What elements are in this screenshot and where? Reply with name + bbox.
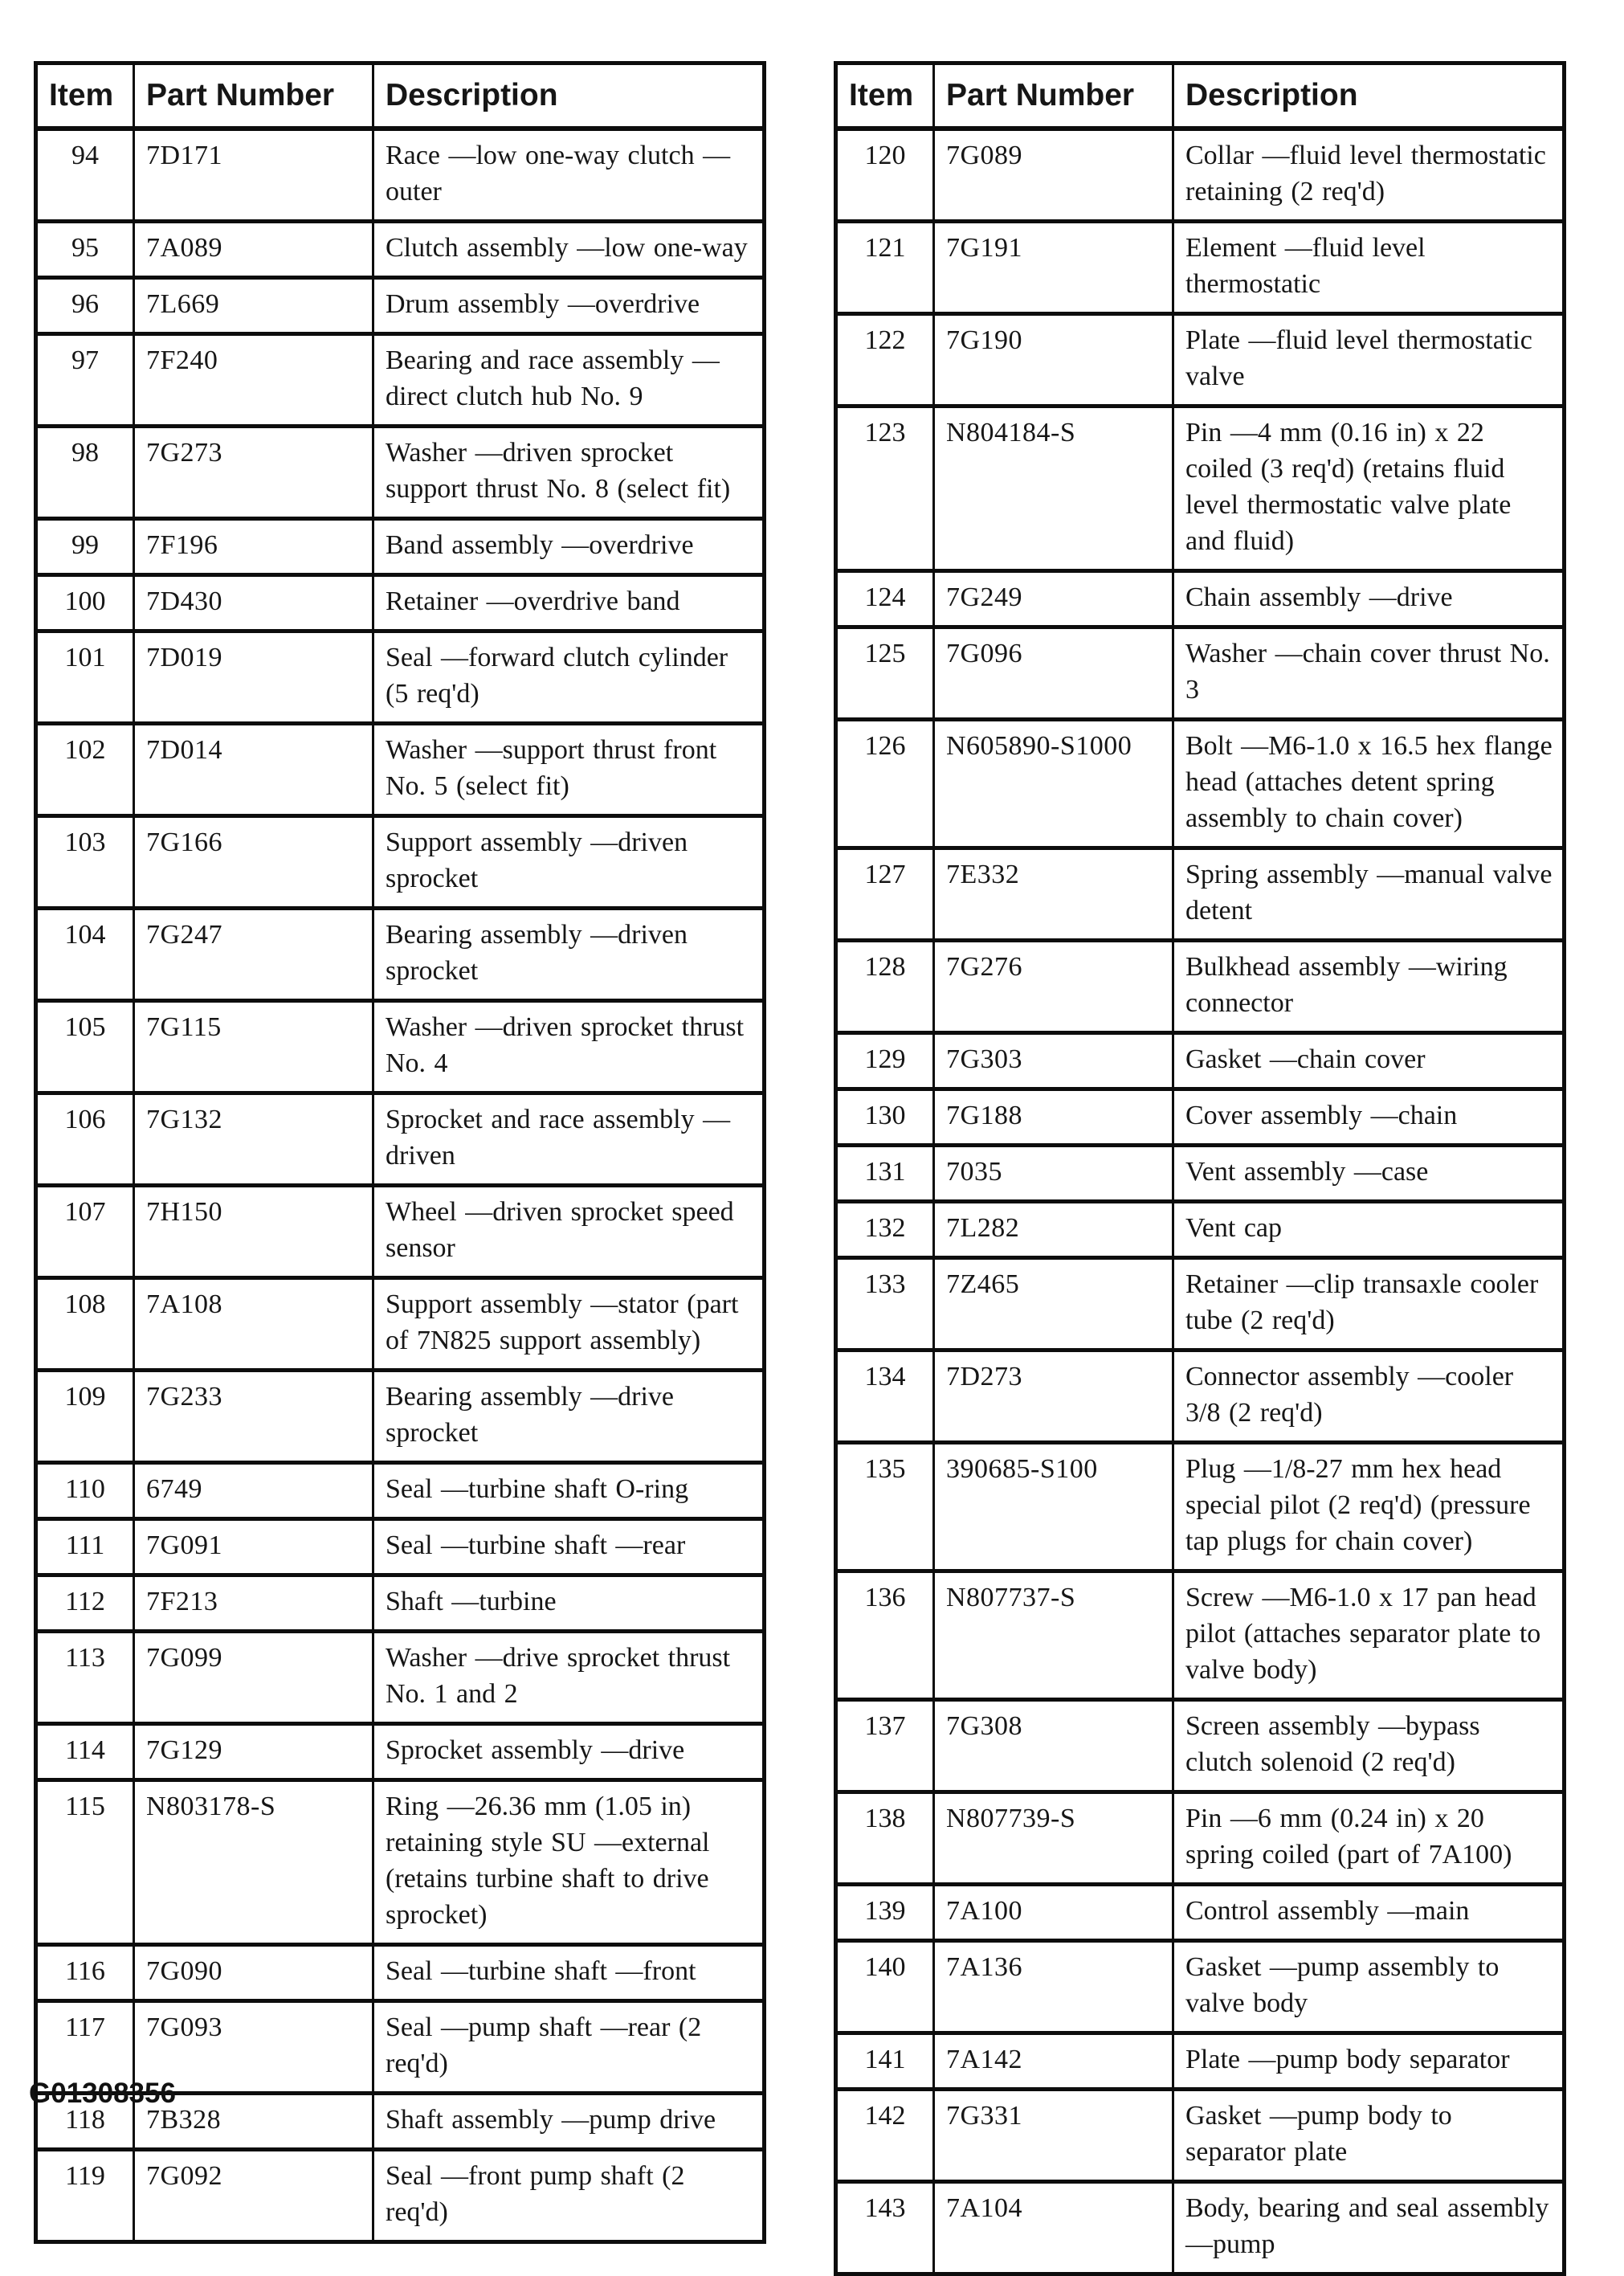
figure-id-label: G01308356 [29, 2078, 176, 2109]
cell-item: 103 [36, 816, 134, 909]
cell-description: Seal —turbine shaft —front [373, 1945, 765, 2001]
cell-part-number: 7D014 [134, 724, 373, 816]
cell-part-number: 7A142 [934, 2033, 1173, 2090]
cell-part-number: 390685-S100 [934, 1443, 1173, 1571]
cell-part-number: 7G308 [934, 1700, 1173, 1792]
right-table-header [836, 63, 1565, 129]
cell-item: 141 [836, 2033, 934, 2090]
cell-part-number: 7G089 [934, 129, 1173, 222]
cell-item: 119 [36, 2150, 134, 2242]
cell-part-number: 7G303 [934, 1033, 1173, 1089]
cell-part-number: 7A089 [134, 222, 373, 278]
table-row [36, 129, 765, 222]
cell-part-number: 7H150 [134, 1186, 373, 1278]
cell-part-number: 7A104 [934, 2182, 1173, 2274]
table-row [36, 1278, 765, 1371]
cell-description: Support assembly —stator (part of 7N825 support assembly) [373, 1278, 765, 1371]
cell-part-number: N804184-S [934, 407, 1173, 571]
cell-item: 123 [836, 407, 934, 571]
table-row [36, 1186, 765, 1278]
cell-item: 98 [36, 427, 134, 519]
table-row [36, 631, 765, 724]
column-header-description: Description [373, 63, 765, 129]
table-row [836, 1443, 1565, 1571]
cell-part-number: N605890-S1000 [934, 720, 1173, 848]
table-row [836, 1258, 1565, 1350]
cell-description: Support assembly —driven sprocket [373, 816, 765, 909]
table-row [36, 1724, 765, 1780]
cell-description: Drum assembly —overdrive [373, 278, 765, 334]
table-row [36, 909, 765, 1001]
cell-item: 97 [36, 334, 134, 427]
cell-description: Ring —26.36 mm (1.05 in) retaining style SU —external (retains turbine shaft to drive sprocket) [373, 1780, 765, 1945]
cell-item: 131 [836, 1146, 934, 1202]
column-header-item: Item [836, 63, 934, 129]
table-row [836, 1033, 1565, 1089]
cell-item: 100 [36, 575, 134, 631]
cell-item: 105 [36, 1001, 134, 1093]
cell-item: 115 [36, 1780, 134, 1945]
cell-description: Bearing assembly —driven sprocket [373, 909, 765, 1001]
cell-part-number: 7G247 [134, 909, 373, 1001]
cell-part-number: 7G273 [134, 427, 373, 519]
cell-part-number: 7F213 [134, 1575, 373, 1632]
cell-part-number: 7G190 [934, 314, 1173, 407]
table-row [836, 848, 1565, 941]
table-row [36, 724, 765, 816]
cell-description: Washer —support thrust front No. 5 (select fit) [373, 724, 765, 816]
cell-description: Bearing and race assembly — direct clutch hub No. 9 [373, 334, 765, 427]
table-row [36, 427, 765, 519]
cell-description: Band assembly —overdrive [373, 519, 765, 575]
cell-part-number: 7035 [934, 1146, 1173, 1202]
cell-part-number: 7F240 [134, 334, 373, 427]
cell-item: 128 [836, 941, 934, 1033]
table-row [36, 1463, 765, 1519]
table-row [836, 407, 1565, 571]
header-row [36, 63, 765, 129]
table-row [36, 334, 765, 427]
cell-description: Washer —drive sprocket thrust No. 1 and 2 [373, 1632, 765, 1724]
table-row [836, 1700, 1565, 1792]
cell-description: Bolt —M6-1.0 x 16.5 hex flange head (attaches detent spring assembly to chain cover) [1173, 720, 1565, 848]
table-row [836, 1089, 1565, 1146]
cell-part-number: 7E332 [934, 848, 1173, 941]
cell-item: 117 [36, 2001, 134, 2094]
cell-description: Control assembly —main [1173, 1885, 1565, 1941]
cell-description: Seal —forward clutch cylinder (5 req'd) [373, 631, 765, 724]
cell-description: Sprocket and race assembly —driven [373, 1093, 765, 1186]
cell-part-number: 7G090 [134, 1945, 373, 2001]
cell-part-number: 7G091 [134, 1519, 373, 1575]
cell-part-number: 7G115 [134, 1001, 373, 1093]
cell-part-number: 7G166 [134, 816, 373, 909]
cell-description: Plug —1/8-27 mm hex head special pilot (2 req'd) (pressure tap plugs for chain cover) [1173, 1443, 1565, 1571]
cell-item: 142 [836, 2090, 934, 2182]
cell-description: Bearing assembly —drive sprocket [373, 1371, 765, 1463]
cell-description: Gasket —chain cover [1173, 1033, 1565, 1089]
cell-description: Seal —turbine shaft —rear [373, 1519, 765, 1575]
table-row [36, 1371, 765, 1463]
table-row [36, 816, 765, 909]
cell-item: 118 [36, 2094, 134, 2150]
column-header-part-number: Part Number [934, 63, 1173, 129]
cell-part-number: N807739-S [934, 1792, 1173, 1885]
table-row [836, 1792, 1565, 1885]
cell-description: Shaft —turbine [373, 1575, 765, 1632]
cell-part-number: 7D430 [134, 575, 373, 631]
table-row [836, 2182, 1565, 2274]
cell-item: 136 [836, 1571, 934, 1700]
cell-part-number: 7G099 [134, 1632, 373, 1724]
table-row [836, 1941, 1565, 2033]
cell-description: Vent cap [1173, 1202, 1565, 1258]
cell-description: Screw —M6-1.0 x 17 pan head pilot (attaches separator plate to valve body) [1173, 1571, 1565, 1700]
cell-description: Plate —pump body separator [1173, 2033, 1565, 2090]
table-row [36, 1632, 765, 1724]
cell-part-number: 7G132 [134, 1093, 373, 1186]
cell-item: 102 [36, 724, 134, 816]
cell-item: 127 [836, 848, 934, 941]
cell-description: Element —fluid level thermostatic [1173, 222, 1565, 314]
cell-description: Retainer —overdrive band [373, 575, 765, 631]
cell-item: 135 [836, 1443, 934, 1571]
column-header-item: Item [36, 63, 134, 129]
cell-description: Vent assembly —case [1173, 1146, 1565, 1202]
table-row [36, 1519, 765, 1575]
cell-description: Collar —fluid level thermostatic retaining (2 req'd) [1173, 129, 1565, 222]
table-row [836, 941, 1565, 1033]
table-row [836, 129, 1565, 222]
cell-description: Connector assembly —cooler 3/8 (2 req'd) [1173, 1350, 1565, 1443]
cell-item: 126 [836, 720, 934, 848]
cell-part-number: 7D171 [134, 129, 373, 222]
cell-item: 99 [36, 519, 134, 575]
cell-part-number: 7G096 [934, 627, 1173, 720]
cell-description: Gasket —pump assembly to valve body [1173, 1941, 1565, 2033]
table-row [36, 278, 765, 334]
cell-item: 134 [836, 1350, 934, 1443]
table-row [36, 2150, 765, 2242]
cell-description: Screen assembly —bypass clutch solenoid (2 req'd) [1173, 1700, 1565, 1792]
cell-item: 122 [836, 314, 934, 407]
cell-description: Seal —turbine shaft O-ring [373, 1463, 765, 1519]
cell-description: Sprocket assembly —drive [373, 1724, 765, 1780]
cell-part-number: 7A108 [134, 1278, 373, 1371]
cell-item: 129 [836, 1033, 934, 1089]
cell-part-number: 7D019 [134, 631, 373, 724]
cell-description: Retainer —clip transaxle cooler tube (2 req'd) [1173, 1258, 1565, 1350]
cell-description: Shaft assembly —pump drive [373, 2094, 765, 2150]
table-row [836, 627, 1565, 720]
table-row [36, 575, 765, 631]
cell-description: Bulkhead assembly —wiring connector [1173, 941, 1565, 1033]
column-header-part-number: Part Number [134, 63, 373, 129]
cell-part-number: 7F196 [134, 519, 373, 575]
cell-item: 121 [836, 222, 934, 314]
cell-description: Seal —pump shaft —rear (2 req'd) [373, 2001, 765, 2094]
table-row [36, 1093, 765, 1186]
cell-part-number: 7G331 [934, 2090, 1173, 2182]
cell-part-number: 7A136 [934, 1941, 1173, 2033]
cell-description: Plate —fluid level thermostatic valve [1173, 314, 1565, 407]
table-row [36, 222, 765, 278]
table-row [36, 519, 765, 575]
cell-item: 132 [836, 1202, 934, 1258]
cell-part-number: 7B328 [134, 2094, 373, 2150]
cell-item: 143 [836, 2182, 934, 2274]
parts-table-right [834, 61, 1566, 2276]
table-row [836, 571, 1565, 627]
cell-part-number: 7G129 [134, 1724, 373, 1780]
cell-description: Pin —4 mm (0.16 in) x 22 coiled (3 req'd) (retains fluid level thermostatic valve plate and fluid) [1173, 407, 1565, 571]
table-row [836, 720, 1565, 848]
cell-part-number: 7G233 [134, 1371, 373, 1463]
cell-item: 101 [36, 631, 134, 724]
cell-item: 106 [36, 1093, 134, 1186]
left-table-body [36, 129, 765, 2242]
cell-item: 114 [36, 1724, 134, 1780]
cell-item: 110 [36, 1463, 134, 1519]
cell-description: Spring assembly —manual valve detent [1173, 848, 1565, 941]
cell-part-number: 7A100 [934, 1885, 1173, 1941]
cell-item: 130 [836, 1089, 934, 1146]
table-row [36, 1001, 765, 1093]
table-row [836, 1885, 1565, 1941]
cell-description: Cover assembly —chain [1173, 1089, 1565, 1146]
cell-item: 104 [36, 909, 134, 1001]
cell-part-number: 7G093 [134, 2001, 373, 2094]
table-row [836, 1350, 1565, 1443]
cell-part-number: N807737-S [934, 1571, 1173, 1700]
cell-item: 113 [36, 1632, 134, 1724]
cell-description: Pin —6 mm (0.24 in) x 20 spring coiled (part of 7A100) [1173, 1792, 1565, 1885]
cell-item: 108 [36, 1278, 134, 1371]
cell-description: Body, bearing and seal assembly —pump [1173, 2182, 1565, 2274]
cell-part-number: 7G249 [934, 571, 1173, 627]
cell-part-number: 7L282 [934, 1202, 1173, 1258]
table-row [836, 2090, 1565, 2182]
table-row [836, 2033, 1565, 2090]
cell-item: 111 [36, 1519, 134, 1575]
cell-description: Clutch assembly —low one-way [373, 222, 765, 278]
cell-part-number: 7G276 [934, 941, 1173, 1033]
cell-item: 96 [36, 278, 134, 334]
cell-description: Washer —driven sprocket support thrust No. 8 (select fit) [373, 427, 765, 519]
cell-part-number: 7D273 [934, 1350, 1173, 1443]
cell-part-number: 7L669 [134, 278, 373, 334]
cell-part-number: 6749 [134, 1463, 373, 1519]
table-row [836, 1202, 1565, 1258]
cell-item: 137 [836, 1700, 934, 1792]
cell-description: Gasket —pump body to separator plate [1173, 2090, 1565, 2182]
cell-item: 138 [836, 1792, 934, 1885]
table-row [36, 1780, 765, 1945]
cell-item: 116 [36, 1945, 134, 2001]
cell-part-number: 7G092 [134, 2150, 373, 2242]
column-header-description: Description [1173, 63, 1565, 129]
cell-item: 95 [36, 222, 134, 278]
table-row [836, 314, 1565, 407]
table-row [36, 1575, 765, 1632]
table-row [36, 1945, 765, 2001]
cell-item: 107 [36, 1186, 134, 1278]
cell-part-number: 7G191 [934, 222, 1173, 314]
cell-description: Chain assembly —drive [1173, 571, 1565, 627]
right-table-body [836, 129, 1565, 2274]
cell-description: Washer —chain cover thrust No. 3 [1173, 627, 1565, 720]
table-row [836, 222, 1565, 314]
cell-item: 139 [836, 1885, 934, 1941]
cell-item: 120 [836, 129, 934, 222]
cell-part-number: 7G188 [934, 1089, 1173, 1146]
cell-description: Seal —front pump shaft (2 req'd) [373, 2150, 765, 2242]
cell-description: Race —low one-way clutch —outer [373, 129, 765, 222]
table-row [836, 1146, 1565, 1202]
cell-item: 140 [836, 1941, 934, 2033]
parts-table-left [34, 61, 766, 2244]
header-row [836, 63, 1565, 129]
cell-item: 109 [36, 1371, 134, 1463]
cell-part-number: 7Z465 [934, 1258, 1173, 1350]
cell-item: 94 [36, 129, 134, 222]
cell-description: Washer —driven sprocket thrust No. 4 [373, 1001, 765, 1093]
cell-description: Wheel —driven sprocket speed sensor [373, 1186, 765, 1278]
cell-item: 133 [836, 1258, 934, 1350]
cell-item: 124 [836, 571, 934, 627]
cell-part-number: N803178-S [134, 1780, 373, 1945]
table-row [836, 1571, 1565, 1700]
cell-item: 125 [836, 627, 934, 720]
left-table-header [36, 63, 765, 129]
cell-item: 112 [36, 1575, 134, 1632]
